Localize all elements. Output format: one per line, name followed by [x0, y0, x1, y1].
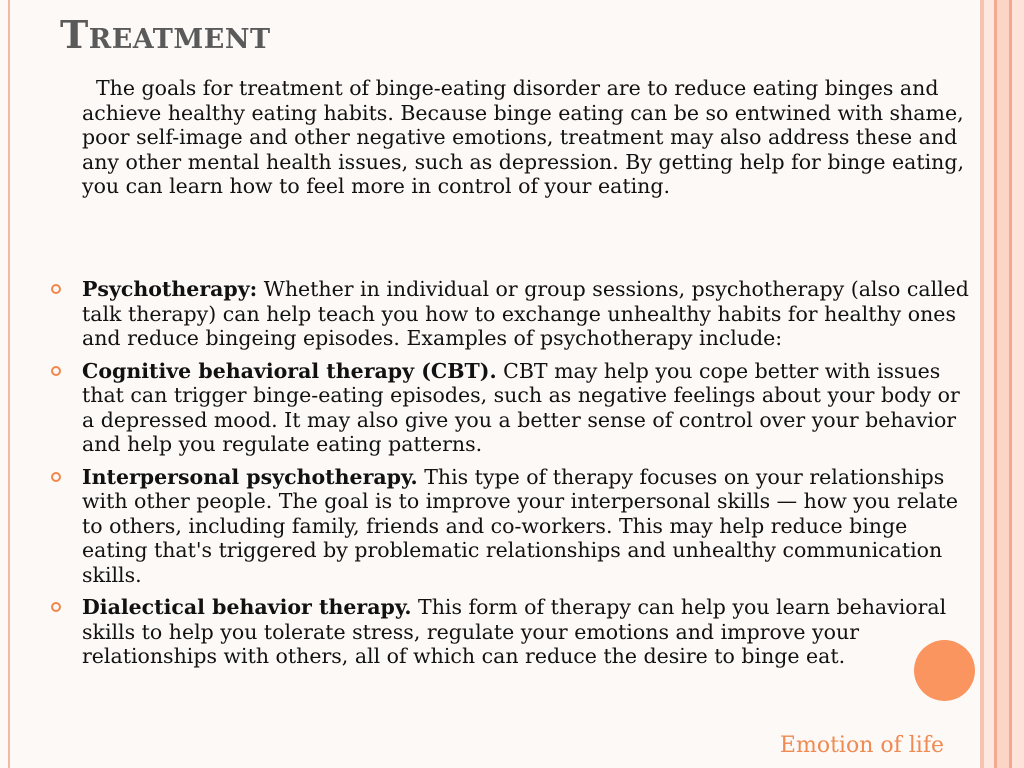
bullet-circle-icon: [51, 284, 61, 294]
bullet-heading: Cognitive behavioral therapy (CBT).: [82, 358, 497, 383]
bullet-item-cbt: [82, 359, 977, 457]
left-border-line: [8, 0, 10, 768]
bullet-heading: Psychotherapy:: [82, 277, 258, 301]
bullet-item-psychotherapy: [82, 277, 977, 351]
bullet-circle-icon: [51, 472, 61, 482]
intro-paragraph: [82, 76, 972, 199]
decorative-stripes: [980, 0, 1024, 768]
bullet-text: CBT may help you cope better with issues that can trigger binge-eating episodes, such as negative feelings about your body or a depressed mood. It may also give you a better sense of control over your behavior and help you regulate eating patterns.: [82, 358, 960, 456]
bullet-item-dialectical: [82, 595, 977, 669]
footer-text: Emotion of life: [779, 733, 944, 758]
slide-title: Treatment: [60, 12, 271, 57]
bullet-circle-icon: [51, 366, 61, 376]
bullet-text: This form of therapy can help you learn behavioral skills to help you tolerate stress, regulate your emotions and improve your relationships with others, all of which can reduce the desire to binge eat.: [82, 595, 947, 668]
bullet-text: This type of therapy focuses on your relationships with other people. The goal is to improve your interpersonal skills — how you relate to others, including family, friends and co-workers. This may help reduce binge eating that's triggered by problematic relationships and unhealthy communication skills.: [82, 464, 958, 587]
bullet-circle-icon: [51, 602, 61, 612]
decorative-orange-circle: [914, 640, 975, 701]
bullet-text: Whether in individual or group sessions, psychotherapy (also called talk therapy) can help teach you how to exchange unhealthy habits for healthy ones and reduce bingeing episodes. Examples of psychotherapy include:: [82, 277, 969, 350]
bullet-heading: Interpersonal psychotherapy.: [82, 464, 418, 489]
bullet-heading: Dialectical behavior therapy.: [82, 595, 412, 619]
bullet-item-interpersonal: [82, 465, 977, 588]
treatment-bullet-list: [82, 277, 977, 677]
intro-text: The goals for treatment of binge-eating disorder are to reduce eating binges and achieve healthy eating habits. Because binge eating can be so entwined with shame, poor self-image and other negative emotions, treatment may also address these and any other mental health issues, such as depression. By getting help for binge eating, you can learn how to feel more in control of your eating.: [82, 76, 964, 198]
